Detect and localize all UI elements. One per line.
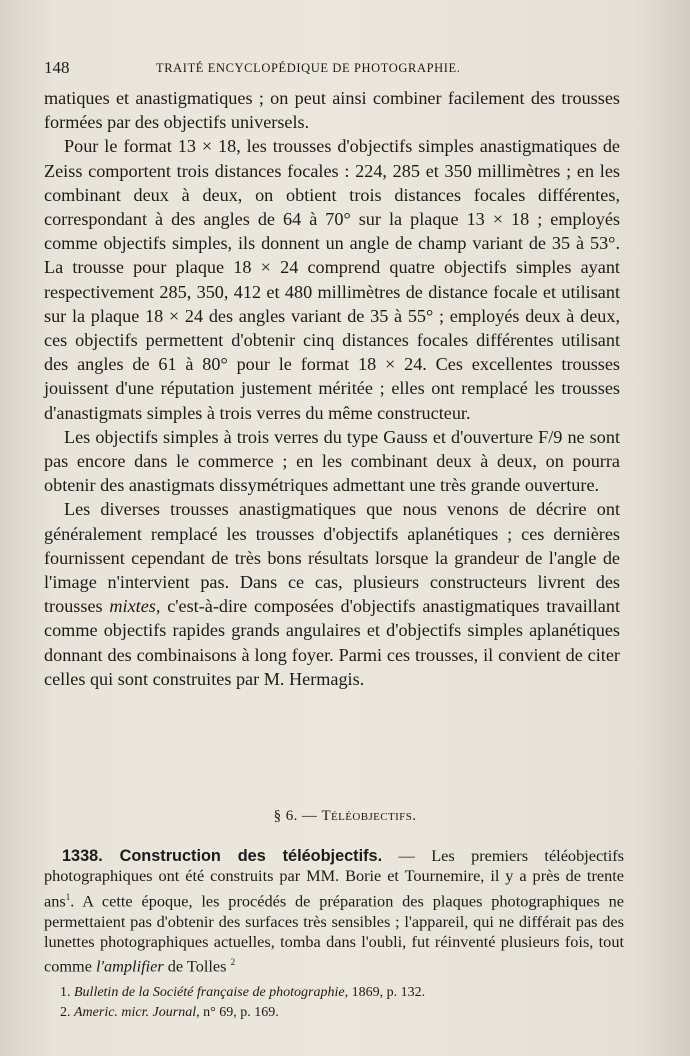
page-number: 148: [44, 58, 70, 77]
paragraph-mixed-trousses: [44, 497, 620, 691]
paragraph-zeiss-trousses: Pour le format 13 × 18, les trousses d'objectifs simples anastigmatiques de Zeiss comportent trois distances focales : 224, 285 et 350 millimètres ; en les combinant deux à deux, on obtient trois distances focales différentes, correspondant à des angles de 64 à 70° sur la plaque 13 × 18 ; employés comme objectifs simples, ils donnent un angle de champ variant de 35 à 53°. La trousse pour plaque 18 × 24 comprend quatre objectifs simples ayant respectivement 285, 350, 412 et 480 millimètres de distance focale et utilisant sur la plaque 18 × 24 des angles variant de 35 à 55° ; employés deux à deux, ces objectifs permettent d'obtenir cinq distances focales différentes utilisant des angles de 61 à 80° pour le format 18 × 24. Ces excellentes trousses jouissent d'une réputation justement méritée ; elles ont remplacé les trousses d'anastigmats simples à trois verres du même constructeur.: [44, 136, 620, 423]
section-heading: [0, 808, 690, 825]
article-text: — Les premiers téléobjectifs photographiques ont été construits par MM. Borie et Tournemire, il y a près de trente ans: [44, 846, 624, 911]
article-heading: 1338. Construction des téléobjectifs.: [62, 847, 383, 865]
article-1338: [44, 846, 624, 977]
paragraph-continuation: matiques et anastigmatiques ; on peut ainsi combiner facilement des trousses formées par des objectifs universels.: [44, 88, 620, 133]
article-paragraph: [44, 846, 624, 977]
footnote-detail: 1869, p. 132.: [351, 985, 426, 1000]
footnote-source: Bulletin de la Société française de photographie,: [74, 985, 349, 1000]
italic-term: mixtes,: [109, 596, 161, 617]
paragraph-text: Les diverses trousses anastigmatiques que nous venons de décrire ont généralement remplacé les trousses d'objectifs aplanétiques ; ces dernières fournissent cependant de très bons résultats lorsque la grandeur de l'angle de l'image n'intervient pas. Dans ce cas, plusieurs constructeurs livrent des trousses: [44, 499, 620, 617]
footnote-detail: n° 69, p. 169.: [203, 1005, 279, 1020]
page-header: [44, 58, 620, 80]
section-number: § 6. —: [273, 808, 318, 824]
paragraph-gauss-objectives: Les objectifs simples à trois verres du type Gauss et d'ouverture F/9 ne sont pas encore dans le commerce ; en les combinant deux à deux, on pourra obtenir des anastigmats dissymétriques admettant une très grande ouverture.: [44, 426, 620, 496]
body-text: [44, 86, 620, 691]
article-text: de Tolles: [167, 956, 227, 976]
article-text: . A cette époque, les procédés de préparation des plaques photographiques ne permettaient pas d'obtenir des surfaces très sensibles ; l'appareil, qui ne différait pas des lunettes photographiques actuelles, tomba dans l'oubli, fut réinventé plusieurs fois, tout comme: [44, 891, 624, 976]
footnotes: [60, 983, 620, 1023]
footnote-number: 2.: [60, 1005, 71, 1020]
footnote-ref-2: 2: [230, 957, 236, 968]
paragraph-text: c'est-à-dire composées d'objectifs anastigmatiques travaillant comme objectifs rapides grands angulaires et d'objectifs simples aplanétiques donnant des combinaisons à long foyer. Parmi ces trousses, il convient de citer celles qui sont construites par M. Hermagis.: [44, 596, 621, 689]
footnote-ref-1: 1: [65, 891, 71, 902]
footnote-number: 1.: [60, 985, 71, 1000]
section-title: Téléobjectifs.: [321, 808, 417, 824]
italic-term: l'amplifier: [96, 956, 164, 976]
footnote-2: [60, 1003, 620, 1023]
running-title: TRAITÉ ENCYCLOPÉDIQUE DE PHOTOGRAPHIE.: [156, 61, 461, 75]
footnote-1: [60, 983, 620, 1003]
footnote-source: Americ. micr. Journal,: [74, 1005, 200, 1020]
